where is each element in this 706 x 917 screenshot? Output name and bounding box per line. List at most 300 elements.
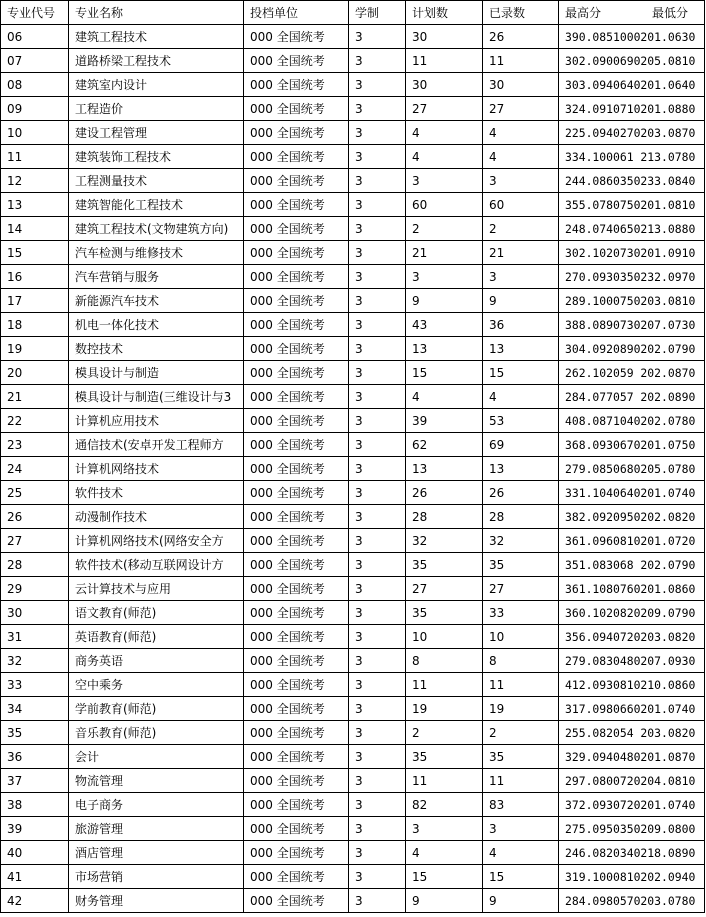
cell-scores	[559, 841, 705, 865]
cell-plan: 39	[406, 409, 483, 433]
cell-name: 工程造价	[69, 97, 244, 121]
table-row	[1, 361, 705, 385]
table-row	[1, 25, 705, 49]
cell-name: 模具设计与制造(三维设计与3	[69, 385, 244, 409]
cell-admitted: 27	[483, 97, 559, 121]
cell-code: 09	[1, 97, 69, 121]
cell-code: 26	[1, 505, 69, 529]
cell-years: 3	[349, 217, 406, 241]
cell-plan: 3	[406, 265, 483, 289]
cell-unit: 000 全国统考	[244, 289, 349, 313]
cell-scores	[559, 769, 705, 793]
table-row	[1, 385, 705, 409]
cell-years: 3	[349, 361, 406, 385]
cell-code: 38	[1, 793, 69, 817]
cell-scores	[559, 73, 705, 97]
cell-name: 商务英语	[69, 649, 244, 673]
cell-admitted: 69	[483, 433, 559, 457]
cell-code: 13	[1, 193, 69, 217]
cell-unit: 000 全国统考	[244, 145, 349, 169]
cell-unit: 000 全国统考	[244, 601, 349, 625]
cell-scores	[559, 25, 705, 49]
cell-admitted: 21	[483, 241, 559, 265]
cell-code: 25	[1, 481, 69, 505]
cell-plan: 11	[406, 769, 483, 793]
cell-code: 19	[1, 337, 69, 361]
table-row	[1, 241, 705, 265]
cell-admitted: 3	[483, 265, 559, 289]
cell-code: 18	[1, 313, 69, 337]
cell-years: 3	[349, 817, 406, 841]
cell-years: 3	[349, 457, 406, 481]
score-values: 275.0950350209.0800	[565, 821, 696, 836]
cell-code: 34	[1, 697, 69, 721]
cell-code: 41	[1, 865, 69, 889]
header-min: 最低分	[651, 6, 688, 20]
cell-unit: 000 全国统考	[244, 553, 349, 577]
table-row	[1, 433, 705, 457]
score-values: 351.083068 202.0790	[565, 557, 696, 572]
cell-admitted: 60	[483, 193, 559, 217]
cell-admitted: 9	[483, 289, 559, 313]
cell-unit: 000 全国统考	[244, 529, 349, 553]
score-values: 382.0920950202.0820	[565, 509, 696, 524]
cell-name: 建筑智能化工程技术	[69, 193, 244, 217]
score-values: 361.0960810201.0720	[565, 533, 696, 548]
cell-admitted: 26	[483, 481, 559, 505]
cell-name: 建筑室内设计	[69, 73, 244, 97]
cell-years: 3	[349, 169, 406, 193]
cell-admitted: 53	[483, 409, 559, 433]
header-admitted: 已录数	[483, 1, 559, 25]
cell-plan: 15	[406, 865, 483, 889]
cell-code: 42	[1, 889, 69, 913]
cell-name: 汽车营销与服务	[69, 265, 244, 289]
score-values: 317.0980660201.0740	[565, 701, 696, 716]
cell-years: 3	[349, 601, 406, 625]
cell-plan: 35	[406, 553, 483, 577]
table-row	[1, 289, 705, 313]
cell-unit: 000 全国统考	[244, 97, 349, 121]
cell-code: 12	[1, 169, 69, 193]
cell-name: 汽车检测与维修技术	[69, 241, 244, 265]
cell-name: 财务管理	[69, 889, 244, 913]
cell-name: 市场营销	[69, 865, 244, 889]
cell-unit: 000 全国统考	[244, 625, 349, 649]
cell-years: 3	[349, 505, 406, 529]
table-row	[1, 721, 705, 745]
cell-scores	[559, 865, 705, 889]
table-body	[1, 25, 705, 913]
cell-code: 07	[1, 49, 69, 73]
table-row	[1, 865, 705, 889]
cell-admitted: 4	[483, 121, 559, 145]
cell-years: 3	[349, 265, 406, 289]
cell-unit: 000 全国统考	[244, 49, 349, 73]
cell-plan: 2	[406, 217, 483, 241]
cell-code: 33	[1, 673, 69, 697]
cell-years: 3	[349, 745, 406, 769]
cell-admitted: 26	[483, 25, 559, 49]
cell-years: 3	[349, 625, 406, 649]
cell-scores	[559, 97, 705, 121]
cell-code: 23	[1, 433, 69, 457]
cell-admitted: 35	[483, 745, 559, 769]
table-row	[1, 409, 705, 433]
cell-unit: 000 全国统考	[244, 817, 349, 841]
cell-plan: 13	[406, 337, 483, 361]
score-values: 361.1080760201.0860	[565, 581, 696, 596]
cell-code: 37	[1, 769, 69, 793]
score-values: 284.0980570203.0780	[565, 893, 696, 908]
cell-code: 30	[1, 601, 69, 625]
cell-code: 29	[1, 577, 69, 601]
cell-scores	[559, 121, 705, 145]
table-row	[1, 169, 705, 193]
cell-plan: 3	[406, 817, 483, 841]
table-row	[1, 553, 705, 577]
cell-unit: 000 全国统考	[244, 217, 349, 241]
score-values: 412.0930810210.0860	[565, 677, 696, 692]
cell-name: 语文教育(师范)	[69, 601, 244, 625]
cell-years: 3	[349, 25, 406, 49]
cell-plan: 60	[406, 193, 483, 217]
table-row	[1, 457, 705, 481]
cell-name: 学前教育(师范)	[69, 697, 244, 721]
cell-admitted: 4	[483, 841, 559, 865]
cell-scores	[559, 817, 705, 841]
cell-unit: 000 全国统考	[244, 721, 349, 745]
cell-unit: 000 全国统考	[244, 697, 349, 721]
cell-admitted: 19	[483, 697, 559, 721]
cell-plan: 10	[406, 625, 483, 649]
cell-scores	[559, 361, 705, 385]
cell-plan: 43	[406, 313, 483, 337]
cell-admitted: 11	[483, 673, 559, 697]
cell-plan: 11	[406, 49, 483, 73]
cell-unit: 000 全国统考	[244, 649, 349, 673]
cell-name: 模具设计与制造	[69, 361, 244, 385]
cell-years: 3	[349, 481, 406, 505]
score-values: 388.0890730207.0730	[565, 317, 696, 332]
cell-scores	[559, 49, 705, 73]
cell-years: 3	[349, 721, 406, 745]
cell-scores	[559, 529, 705, 553]
cell-name: 云计算技术与应用	[69, 577, 244, 601]
cell-name: 软件技术(移动互联网设计方	[69, 553, 244, 577]
cell-plan: 32	[406, 529, 483, 553]
cell-admitted: 11	[483, 49, 559, 73]
cell-unit: 000 全国统考	[244, 433, 349, 457]
cell-name: 动漫制作技术	[69, 505, 244, 529]
cell-code: 17	[1, 289, 69, 313]
score-values: 246.0820340218.0890	[565, 845, 696, 860]
cell-unit: 000 全国统考	[244, 865, 349, 889]
cell-unit: 000 全国统考	[244, 361, 349, 385]
cell-years: 3	[349, 49, 406, 73]
score-values: 255.082054 203.0820	[565, 725, 696, 740]
score-values: 262.102059 202.0870	[565, 365, 696, 380]
cell-years: 3	[349, 241, 406, 265]
cell-scores	[559, 433, 705, 457]
cell-unit: 000 全国统考	[244, 25, 349, 49]
cell-admitted: 15	[483, 361, 559, 385]
cell-name: 工程测量技术	[69, 169, 244, 193]
cell-name: 旅游管理	[69, 817, 244, 841]
cell-code: 40	[1, 841, 69, 865]
cell-scores	[559, 577, 705, 601]
cell-plan: 35	[406, 745, 483, 769]
cell-scores	[559, 385, 705, 409]
header-max: 最高分	[565, 6, 602, 20]
cell-code: 27	[1, 529, 69, 553]
cell-scores	[559, 145, 705, 169]
cell-code: 24	[1, 457, 69, 481]
cell-code: 21	[1, 385, 69, 409]
cell-admitted: 83	[483, 793, 559, 817]
cell-name: 会计	[69, 745, 244, 769]
table-row	[1, 841, 705, 865]
cell-unit: 000 全国统考	[244, 169, 349, 193]
cell-plan: 9	[406, 889, 483, 913]
header-plan: 计划数	[406, 1, 483, 25]
cell-admitted: 4	[483, 385, 559, 409]
table-row	[1, 49, 705, 73]
cell-scores	[559, 265, 705, 289]
cell-name: 建筑工程技术	[69, 25, 244, 49]
cell-code: 36	[1, 745, 69, 769]
table-row	[1, 649, 705, 673]
table-row	[1, 817, 705, 841]
cell-admitted: 15	[483, 865, 559, 889]
header-scores	[559, 1, 705, 25]
cell-code: 39	[1, 817, 69, 841]
cell-plan: 2	[406, 721, 483, 745]
score-values: 324.0910710201.0880	[565, 101, 696, 116]
header-code: 专业代号	[1, 1, 69, 25]
table-row	[1, 265, 705, 289]
cell-scores	[559, 241, 705, 265]
cell-plan: 15	[406, 361, 483, 385]
cell-admitted: 8	[483, 649, 559, 673]
cell-unit: 000 全国统考	[244, 673, 349, 697]
score-values: 334.100061 213.0780	[565, 149, 696, 164]
header-name: 专业名称	[69, 1, 244, 25]
score-values: 270.0930350232.0970	[565, 269, 696, 284]
cell-plan: 82	[406, 793, 483, 817]
cell-unit: 000 全国统考	[244, 889, 349, 913]
table-row	[1, 889, 705, 913]
cell-plan: 21	[406, 241, 483, 265]
score-values: 303.0940640201.0640	[565, 77, 696, 92]
cell-years: 3	[349, 841, 406, 865]
score-values: 225.0940270203.0870	[565, 125, 696, 140]
table-row	[1, 121, 705, 145]
cell-unit: 000 全国统考	[244, 793, 349, 817]
table-row	[1, 793, 705, 817]
header-row	[1, 1, 705, 25]
cell-scores	[559, 337, 705, 361]
cell-admitted: 28	[483, 505, 559, 529]
cell-years: 3	[349, 97, 406, 121]
cell-admitted: 30	[483, 73, 559, 97]
cell-years: 3	[349, 649, 406, 673]
cell-admitted: 36	[483, 313, 559, 337]
cell-scores	[559, 889, 705, 913]
cell-name: 软件技术	[69, 481, 244, 505]
cell-plan: 3	[406, 169, 483, 193]
cell-unit: 000 全国统考	[244, 409, 349, 433]
table-row	[1, 625, 705, 649]
table-row	[1, 673, 705, 697]
cell-unit: 000 全国统考	[244, 457, 349, 481]
score-values: 302.1020730201.0910	[565, 245, 696, 260]
cell-years: 3	[349, 673, 406, 697]
cell-plan: 8	[406, 649, 483, 673]
cell-plan: 26	[406, 481, 483, 505]
cell-admitted: 10	[483, 625, 559, 649]
cell-years: 3	[349, 193, 406, 217]
cell-admitted: 2	[483, 217, 559, 241]
cell-admitted: 27	[483, 577, 559, 601]
cell-code: 22	[1, 409, 69, 433]
score-values: 279.0830480207.0930	[565, 653, 696, 668]
cell-years: 3	[349, 145, 406, 169]
cell-name: 新能源汽车技术	[69, 289, 244, 313]
cell-unit: 000 全国统考	[244, 73, 349, 97]
score-values: 331.1040640201.0740	[565, 485, 696, 500]
score-values: 304.0920890202.0790	[565, 341, 696, 356]
cell-plan: 4	[406, 385, 483, 409]
cell-admitted: 3	[483, 169, 559, 193]
score-values: 302.0900690205.0810	[565, 53, 696, 68]
cell-name: 音乐教育(师范)	[69, 721, 244, 745]
cell-unit: 000 全国统考	[244, 241, 349, 265]
table-row	[1, 745, 705, 769]
score-values: 279.0850680205.0780	[565, 461, 696, 476]
cell-admitted: 11	[483, 769, 559, 793]
cell-name: 空中乘务	[69, 673, 244, 697]
cell-plan: 9	[406, 289, 483, 313]
cell-unit: 000 全国统考	[244, 313, 349, 337]
cell-name: 数控技术	[69, 337, 244, 361]
cell-admitted: 2	[483, 721, 559, 745]
cell-scores	[559, 169, 705, 193]
table-row	[1, 73, 705, 97]
cell-unit: 000 全国统考	[244, 769, 349, 793]
cell-admitted: 13	[483, 457, 559, 481]
cell-unit: 000 全国统考	[244, 577, 349, 601]
cell-unit: 000 全国统考	[244, 385, 349, 409]
score-values: 284.077057 202.0890	[565, 389, 696, 404]
cell-years: 3	[349, 121, 406, 145]
cell-unit: 000 全国统考	[244, 505, 349, 529]
cell-scores	[559, 793, 705, 817]
cell-unit: 000 全国统考	[244, 265, 349, 289]
cell-years: 3	[349, 73, 406, 97]
score-values: 244.0860350233.0840	[565, 173, 696, 188]
cell-name: 计算机网络技术	[69, 457, 244, 481]
cell-admitted: 32	[483, 529, 559, 553]
cell-scores	[559, 313, 705, 337]
cell-code: 14	[1, 217, 69, 241]
cell-scores	[559, 289, 705, 313]
cell-scores	[559, 745, 705, 769]
cell-scores	[559, 457, 705, 481]
score-values: 319.1000810202.0940	[565, 869, 696, 884]
cell-plan: 19	[406, 697, 483, 721]
cell-code: 32	[1, 649, 69, 673]
cell-unit: 000 全国统考	[244, 841, 349, 865]
cell-name: 英语教育(师范)	[69, 625, 244, 649]
table-row	[1, 769, 705, 793]
cell-scores	[559, 721, 705, 745]
cell-admitted: 4	[483, 145, 559, 169]
cell-unit: 000 全国统考	[244, 481, 349, 505]
cell-years: 3	[349, 433, 406, 457]
table-row	[1, 577, 705, 601]
cell-code: 35	[1, 721, 69, 745]
cell-name: 建筑装饰工程技术	[69, 145, 244, 169]
cell-plan: 13	[406, 457, 483, 481]
cell-years: 3	[349, 529, 406, 553]
cell-name: 酒店管理	[69, 841, 244, 865]
cell-admitted: 3	[483, 817, 559, 841]
cell-name: 机电一体化技术	[69, 313, 244, 337]
cell-unit: 000 全国统考	[244, 745, 349, 769]
cell-name: 物流管理	[69, 769, 244, 793]
cell-plan: 30	[406, 25, 483, 49]
cell-scores	[559, 505, 705, 529]
cell-plan: 35	[406, 601, 483, 625]
table-row	[1, 193, 705, 217]
header-unit: 投档单位	[244, 1, 349, 25]
cell-plan: 27	[406, 577, 483, 601]
cell-years: 3	[349, 385, 406, 409]
cell-name: 通信技术(安卓开发工程师方	[69, 433, 244, 457]
cell-code: 15	[1, 241, 69, 265]
cell-code: 10	[1, 121, 69, 145]
cell-years: 3	[349, 865, 406, 889]
cell-code: 31	[1, 625, 69, 649]
table-row	[1, 505, 705, 529]
cell-years: 3	[349, 793, 406, 817]
cell-years: 3	[349, 337, 406, 361]
cell-plan: 4	[406, 841, 483, 865]
cell-plan: 27	[406, 97, 483, 121]
cell-years: 3	[349, 697, 406, 721]
table-row	[1, 529, 705, 553]
cell-scores	[559, 649, 705, 673]
cell-years: 3	[349, 889, 406, 913]
cell-years: 3	[349, 289, 406, 313]
table-row	[1, 601, 705, 625]
cell-name: 电子商务	[69, 793, 244, 817]
table-row	[1, 481, 705, 505]
cell-name: 计算机应用技术	[69, 409, 244, 433]
score-values: 289.1000750203.0810	[565, 293, 696, 308]
header-years: 学制	[349, 1, 406, 25]
cell-scores	[559, 553, 705, 577]
cell-unit: 000 全国统考	[244, 337, 349, 361]
cell-name: 建筑工程技术(文物建筑方向)	[69, 217, 244, 241]
cell-name: 计算机网络技术(网络安全方	[69, 529, 244, 553]
table-row	[1, 697, 705, 721]
score-values: 355.0780750201.0810	[565, 197, 696, 212]
cell-years: 3	[349, 313, 406, 337]
cell-unit: 000 全国统考	[244, 193, 349, 217]
score-values: 408.0871040202.0780	[565, 413, 696, 428]
